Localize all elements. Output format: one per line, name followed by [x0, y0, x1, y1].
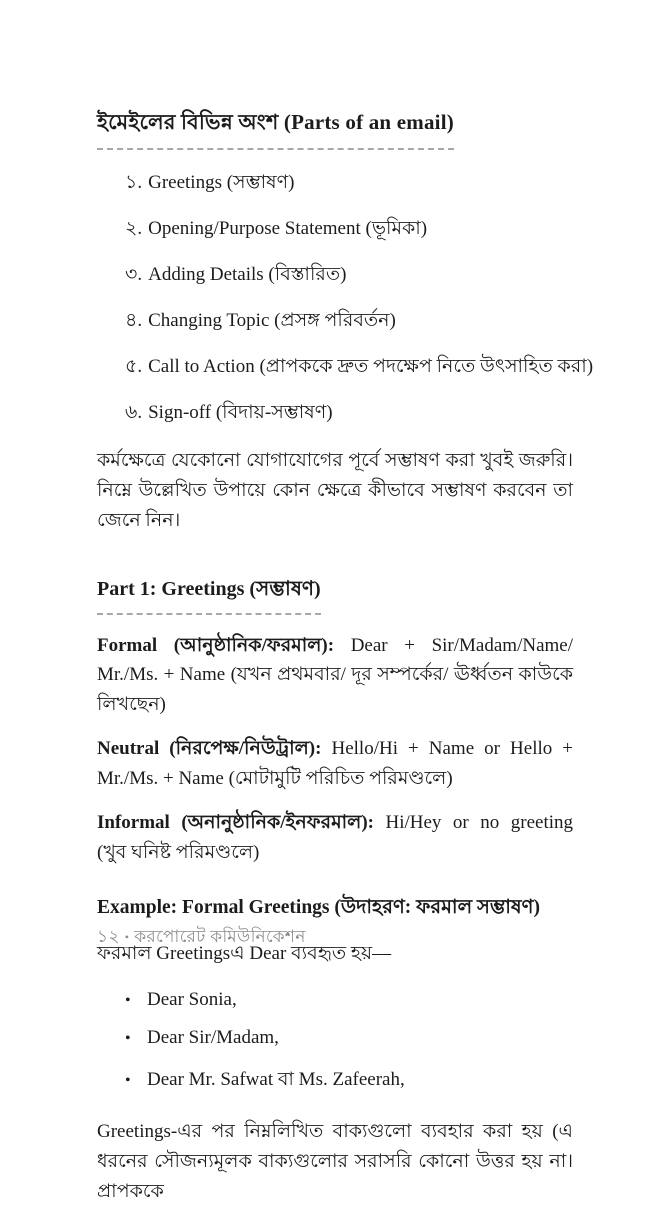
part1-heading: Part 1: Greetings (সম্ভাষণ) [97, 574, 321, 615]
list-item-number: ৪. [125, 310, 143, 331]
bullet-icon: • [125, 992, 131, 1010]
list-item-label: Sign-off (বিদায়-সম্ভাষণ) [148, 402, 333, 423]
list-item [125, 398, 573, 430]
bullet-item [125, 1065, 573, 1097]
list-item-label: Adding Details (বিস্তারিত) [148, 264, 347, 285]
list-item-label: Opening/Purpose Statement (ভূমিকা) [148, 218, 428, 239]
bullet-item [125, 1027, 573, 1049]
list-item-number: ৫. [125, 356, 143, 377]
page-title: ইমেইলের বিভিন্ন অংশ (Parts of an email) [97, 106, 454, 150]
list-item-label: Call to Action (প্রাপককে দ্রুত পদক্ষেপ নিতে উৎসাহিত করা) [148, 356, 594, 377]
example-heading: Example: Formal Greetings (উদাহরণ: ফরমাল সম্ভাষণ) [97, 897, 540, 919]
page-number: ১২ [97, 927, 120, 946]
neutral-entry [97, 734, 573, 793]
bullet-text: Dear Sir/Madam, [147, 1027, 279, 1049]
intro-paragraph: কর্মক্ষেত্রে যেকোনো যোগাযোগের পূর্বে সম্ভাষণ করা খুবই জরুরি। নিম্নে উল্লেখিত উপায়ে কোন ক্ষেত্রে কীভাবে সম্ভাষণ করবেন তা জেনে নিন। [97, 450, 573, 532]
informal-entry [97, 808, 573, 867]
email-parts-list [97, 168, 594, 430]
list-item [125, 306, 573, 338]
list-item-number: ৬. [125, 402, 143, 423]
informal-entry-lead: Informal (অনানুষ্ঠানিক/ইনফরমাল): [97, 812, 374, 834]
informal-entry-text: Hi/Hey or no greeting (খুব ঘনিষ্ট পরিমণ্ডলে) [97, 812, 574, 863]
list-item-label: Changing Topic (প্রসঙ্গ পরিবর্তন) [148, 310, 396, 331]
neutral-entry-lead: Neutral (নিরপেক্ষ/নিউট্রাল): [97, 738, 322, 760]
formal-entry [97, 631, 573, 719]
list-item-number: ২. [125, 218, 143, 239]
greetings-bullet-list [97, 989, 573, 1097]
example-intro: ফরমাল Greetingsএ Dear ব্যবহৃত হয়— [97, 943, 392, 965]
list-item [125, 260, 573, 292]
list-item-number: ১. [125, 172, 143, 193]
list-item-number: ৩. [125, 264, 143, 285]
bullet-item [125, 989, 573, 1011]
neutral-entry-text: Hello/Hi + Name or Hello + Mr./Ms. + Name (মোটামুটি পরিচিত পরিমণ্ডলে) [97, 738, 574, 789]
list-item [125, 352, 594, 384]
closing-paragraph: Greetings-এর পর নিম্নলিখিত বাক্যগুলো ব্যবহার করা হয় (এ ধরনের সৌজন্যমূলক বাক্যগুলোর সরাসরি কোনো উত্তর হয় না। প্রাপককে [97, 1121, 573, 1203]
bullet-text: Dear Mr. Safwat বা Ms. Zafeerah, [147, 1069, 405, 1091]
footer-bullet-icon: • [124, 930, 130, 944]
bullet-icon: • [125, 1072, 131, 1090]
list-item [125, 214, 573, 246]
bullet-text: Dear Sonia, [147, 989, 237, 1011]
list-item-label: Greetings (সম্ভাষণ) [148, 172, 295, 193]
list-item [125, 168, 573, 200]
page-footer [97, 924, 306, 952]
bullet-icon: • [125, 1030, 131, 1048]
formal-entry-text: Dear + Sir/Madam/Name/ Mr./Ms. + Name (যখন প্রথমবার/ দূর সম্পর্কের/ ঊর্ধ্বতন কাউকে লিখছেন) [97, 635, 574, 715]
footer-book-title: করপোরেট কমিউনিকেশন [134, 927, 306, 946]
formal-entry-lead: Formal (আনুষ্ঠানিক/ফরমাল): [97, 635, 335, 657]
